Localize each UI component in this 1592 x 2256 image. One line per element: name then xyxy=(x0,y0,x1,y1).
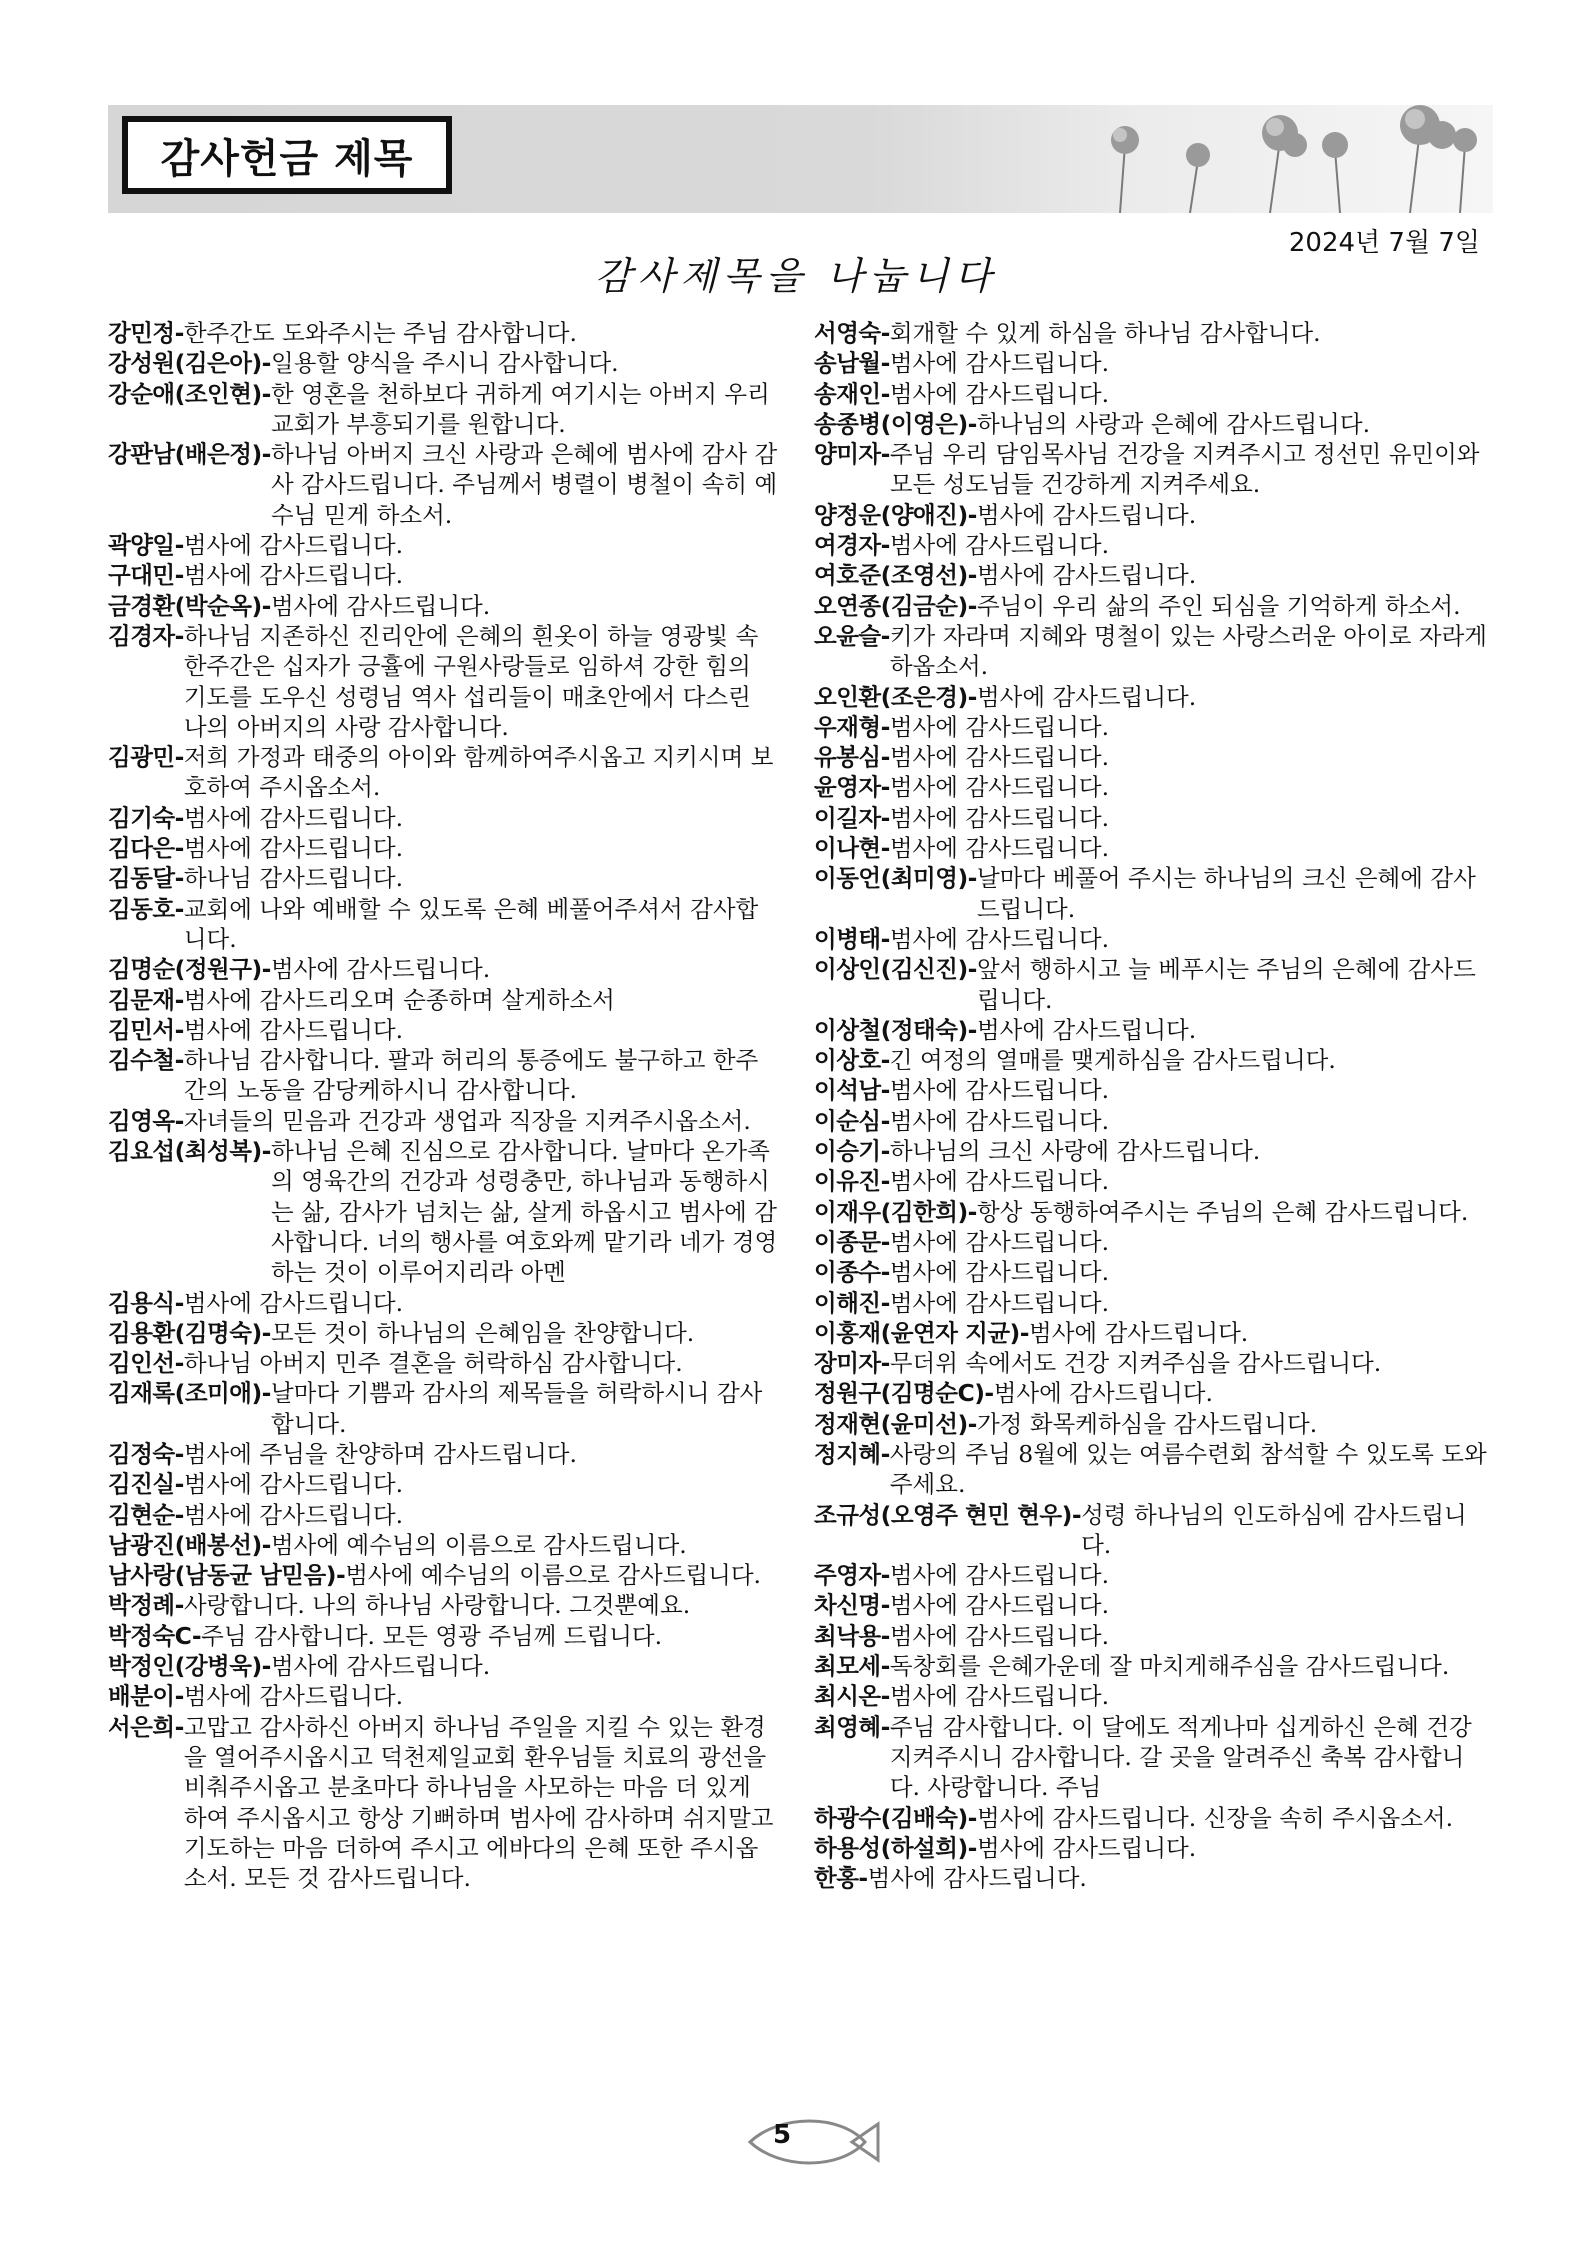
donor-name: 송재인- xyxy=(814,379,890,408)
thanksgiving-message: 범사에 감사드립니다. xyxy=(889,1076,1110,1105)
thanksgiving-entry xyxy=(108,1106,780,1136)
thanksgiving-message: 하나님의 크신 사랑에 감사드립니다. xyxy=(889,1137,1261,1166)
left-column xyxy=(108,318,780,1893)
thanksgiving-entry xyxy=(108,1136,780,1287)
thanksgiving-message: 하나님 지존하신 진리안에 은혜의 흰옷이 하늘 영광빛 속 한주간은 십자가 긍휼에 구원사랑들로 임하셔 강한 힘의 기도를 도우신 성령님 역사 섭리들이 매초안에서 다스린 나의 아버지의 사랑 감사합니다. xyxy=(183,621,759,741)
thanksgiving-message: 범사에 예수님의 이름으로 감사드립니다. xyxy=(270,1530,687,1559)
donor-name: 윤영자- xyxy=(814,773,890,802)
thanksgiving-message: 범사에 감사드립니다. xyxy=(889,349,1110,378)
donor-name: 정지혜- xyxy=(814,1439,890,1468)
thanksgiving-message: 일용할 양식을 주시니 감사합니다. xyxy=(270,349,619,378)
thanksgiving-entry xyxy=(108,742,780,803)
thanksgiving-entry xyxy=(108,1045,780,1106)
thanksgiving-entry xyxy=(108,560,780,590)
thanksgiving-message: 범사에 감사드리오며 순종하며 살게하소서 xyxy=(183,985,615,1014)
thanksgiving-entry xyxy=(814,560,1494,590)
thanksgiving-message: 주님이 우리 삶의 주인 되심을 기억하게 하소서. xyxy=(976,591,1461,620)
thanksgiving-entry xyxy=(814,1712,1494,1803)
thanksgiving-entry xyxy=(108,318,780,348)
thanksgiving-entry xyxy=(108,348,780,378)
donor-name: 이길자- xyxy=(814,803,890,832)
thanksgiving-entry xyxy=(814,1015,1494,1045)
thanksgiving-entry xyxy=(108,1288,780,1318)
thanksgiving-message: 모든 것이 하나님의 은혜임을 찬양합니다. xyxy=(270,1318,695,1347)
section-title: 감사헌금 제목 xyxy=(160,135,414,182)
donor-name: 김현순- xyxy=(108,1500,184,1529)
donor-name: 이순심- xyxy=(814,1106,890,1135)
thanksgiving-entry xyxy=(108,1712,780,1894)
thanksgiving-message: 키가 자라며 지혜와 명철이 있는 사랑스러운 아이로 자라게 하옵소서. xyxy=(889,621,1487,681)
thanksgiving-message: 주님 우리 담임목사님 건강을 지켜주시고 정선민 유민이와 모든 성도님들 건강하게 지켜주세요. xyxy=(889,440,1480,499)
donor-name: 양정운(양애진)- xyxy=(814,500,977,529)
thanksgiving-message: 범사에 감사드립니다. xyxy=(889,773,1110,802)
thanksgiving-message: 범사에 감사드립니다. xyxy=(889,1106,1110,1135)
thanksgiving-message: 범사에 감사드립니다. xyxy=(976,561,1197,590)
thanksgiving-message: 범사에 감사드립니다. xyxy=(889,924,1110,953)
thanksgiving-entry xyxy=(814,742,1494,772)
thanksgiving-entry xyxy=(814,712,1494,742)
thanksgiving-message: 하나님 은혜 진심으로 감사합니다. 날마다 온가족의 영육간의 건강과 성령충만, 하나님과 동행하시는 삶, 감사가 넘치는 삶, 살게 하옵시고 범사에 감사합니다. 너의 행사를 여호와께 맡기라 네가 경영하는 것이 이루어지리라 아멘 xyxy=(270,1137,778,1287)
donor-name: 김정숙- xyxy=(108,1439,184,1468)
donor-name: 서영숙- xyxy=(814,319,890,347)
thanksgiving-entry xyxy=(108,1015,780,1045)
thanksgiving-entry xyxy=(108,954,780,984)
donor-name: 이홍재(윤연자 지균)- xyxy=(814,1318,1030,1347)
thanksgiving-entry xyxy=(108,1469,780,1499)
thanksgiving-entry xyxy=(814,379,1494,409)
thanksgiving-message: 범사에 감사드립니다. 신장을 속히 주시옵소서. xyxy=(976,1803,1454,1832)
thanksgiving-message: 범사에 감사드립니다. xyxy=(889,1167,1110,1196)
donor-name: 이나현- xyxy=(814,834,890,863)
donor-name: 하용성(하설희)- xyxy=(814,1833,977,1862)
donor-name: 박정례- xyxy=(108,1591,184,1620)
thanksgiving-message: 항상 동행하여주시는 주님의 은혜 감사드립니다. xyxy=(976,1197,1469,1226)
thanksgiving-entry xyxy=(108,439,780,530)
thanksgiving-message: 범사에 감사드립니다. xyxy=(889,803,1110,832)
thanksgiving-entry xyxy=(814,1409,1494,1439)
thanksgiving-message: 날마다 베풀어 주시는 하나님의 크신 은혜에 감사드립니다. xyxy=(976,864,1476,923)
thanksgiving-message: 범사에 감사드립니다. xyxy=(270,1652,491,1681)
thanksgiving-entry xyxy=(108,833,780,863)
thanksgiving-entry xyxy=(108,1378,780,1439)
donor-name: 여경자- xyxy=(814,531,890,560)
thanksgiving-entry xyxy=(814,1833,1494,1863)
donor-name: 최모세- xyxy=(814,1652,890,1681)
thanksgiving-entry xyxy=(814,833,1494,863)
thanksgiving-message: 주님 감사합니다. 모든 영광 주님께 드립니다. xyxy=(201,1621,663,1650)
donor-name: 이해진- xyxy=(814,1288,890,1317)
thanksgiving-entry xyxy=(108,1318,780,1348)
thanksgiving-entry xyxy=(814,954,1494,1015)
thanksgiving-message: 범사에 감사드립니다. xyxy=(183,803,404,832)
donor-name: 김다은- xyxy=(108,834,184,863)
donor-name: 김문재- xyxy=(108,985,184,1014)
thanksgiving-message: 자녀들의 믿음과 건강과 생업과 직장을 지켜주시옵소서. xyxy=(183,1106,751,1135)
right-column xyxy=(814,318,1494,1893)
donor-name: 최시온- xyxy=(814,1682,890,1711)
donor-name: 이병태- xyxy=(814,924,890,953)
donor-name: 강민정- xyxy=(108,319,184,347)
donor-name: 김용식- xyxy=(108,1288,184,1317)
thanksgiving-entry xyxy=(814,1651,1494,1681)
thanksgiving-message: 성령 하나님의 인도하심에 감사드립니다. xyxy=(1081,1500,1467,1559)
thanksgiving-message: 고맙고 감사하신 아버지 하나님 주일을 지킬 수 있는 환경을 열어주시옵시고 덕천제일교회 환우님들 치료의 광선을 비춰주시옵고 분초마다 하나님을 사모하는 마음 더 있게 하여 주시옵시고 항상 기뻐하며 범사에 감사하며 쉬지말고 기도하는 마음 더하여 주시고 에바다의 은혜 또한 주시옵소서. 모든 것 감사드립니다. xyxy=(183,1712,774,1893)
thanksgiving-message: 저희 가정과 태중의 아이와 함께하여주시옵고 지키시며 보호하여 주시옵소서. xyxy=(183,743,774,802)
donor-name: 이동언(최미영)- xyxy=(814,864,977,893)
thanksgiving-message: 범사에 감사드립니다. xyxy=(889,1258,1110,1287)
donor-name: 여호준(조영선)- xyxy=(814,561,977,590)
thanksgiving-message: 범사에 주님을 찬양하며 감사드립니다. xyxy=(183,1439,577,1468)
donor-name: 오연종(김금순)- xyxy=(814,591,977,620)
thanksgiving-entry xyxy=(108,985,780,1015)
thanksgiving-message: 범사에 감사드립니다. xyxy=(270,955,491,984)
donor-name: 김동호- xyxy=(108,894,184,923)
thanksgiving-entry xyxy=(814,1621,1494,1651)
thanksgiving-entry xyxy=(108,894,780,955)
thanksgiving-message: 가정 화목케하심을 감사드립니다. xyxy=(976,1409,1318,1438)
thanksgiving-entry xyxy=(814,1045,1494,1075)
donor-name: 김동달- xyxy=(108,864,184,893)
thanksgiving-message: 범사에 감사드립니다. xyxy=(867,1864,1087,1893)
donor-name: 우재형- xyxy=(814,712,890,741)
donor-name: 김수철- xyxy=(108,1046,184,1075)
flower-decoration-image xyxy=(1080,105,1493,213)
thanksgiving-message: 하나님 감사드립니다. xyxy=(183,864,404,893)
donor-name: 김인선- xyxy=(108,1349,184,1378)
thanksgiving-entry xyxy=(108,1530,780,1560)
thanksgiving-message: 범사에 감사드립니다. xyxy=(889,1288,1110,1317)
thanksgiving-message: 범사에 감사드립니다. xyxy=(889,834,1110,863)
thanksgiving-message: 범사에 감사드립니다. xyxy=(889,531,1110,560)
thanksgiving-message: 범사에 감사드립니다. xyxy=(889,1591,1110,1620)
thanksgiving-entry xyxy=(814,1075,1494,1105)
donor-name: 배분이- xyxy=(108,1682,184,1711)
donor-name: 이상인(김신진)- xyxy=(814,955,977,984)
thanksgiving-message: 범사에 감사드립니다. xyxy=(183,1500,404,1529)
thanksgiving-message: 독창회를 은혜가운데 잘 마치게해주심을 감사드립니다. xyxy=(889,1652,1450,1681)
thanksgiving-message: 한 영혼을 천하보다 귀하게 여기시는 아버지 우리 교회가 부흥되기를 원합니다. xyxy=(270,379,770,438)
thanksgiving-message: 하나님의 사랑과 은혜에 감사드립니다. xyxy=(976,409,1371,438)
donor-name: 김민서- xyxy=(108,1015,184,1044)
thanksgiving-entry xyxy=(814,621,1494,682)
thanksgiving-message: 하나님 감사합니다. 팔과 허리의 통증에도 불구하고 한주간의 노동을 감당케하시니 감사합니다. xyxy=(183,1046,759,1105)
thanksgiving-entry xyxy=(814,1197,1494,1227)
donor-name: 차신명- xyxy=(814,1591,890,1620)
thanksgiving-entry xyxy=(814,1439,1494,1500)
thanksgiving-message: 범사에 감사드립니다. xyxy=(889,1682,1110,1711)
donor-name: 조규성(오영주 현민 현우)- xyxy=(814,1500,1082,1529)
thanksgiving-message: 범사에 감사드립니다. xyxy=(976,1015,1197,1044)
thanksgiving-entry xyxy=(814,1560,1494,1590)
donor-name: 구대민- xyxy=(108,561,184,590)
thanksgiving-message: 범사에 감사드립니다. xyxy=(976,682,1197,711)
thanksgiving-entry xyxy=(814,924,1494,954)
headline: 감사제목을 나눕니다 xyxy=(594,254,998,298)
thanksgiving-entry xyxy=(814,1257,1494,1287)
thanksgiving-message: 앞서 행하시고 늘 베푸시는 주님의 은혜에 감사드립니다. xyxy=(976,955,1476,1014)
thanksgiving-entry xyxy=(814,530,1494,560)
section-title-box xyxy=(122,116,452,194)
donor-name: 이승기- xyxy=(814,1137,890,1166)
donor-name: 서은희- xyxy=(108,1712,184,1741)
donor-name: 정재현(윤미선)- xyxy=(814,1409,977,1438)
donor-name: 강성원(김은아)- xyxy=(108,349,271,378)
donor-name: 장미자- xyxy=(814,1349,890,1378)
thanksgiving-message: 긴 여정의 열매를 맺게하심을 감사드립니다. xyxy=(889,1046,1336,1075)
thanksgiving-entry xyxy=(814,318,1494,348)
thanksgiving-entry xyxy=(814,1136,1494,1166)
thanksgiving-entry xyxy=(814,1378,1494,1408)
thanksgiving-message: 범사에 감사드립니다. xyxy=(183,834,404,863)
thanksgiving-entry xyxy=(108,591,780,621)
donor-name: 김경자- xyxy=(108,621,184,650)
donor-name: 김진실- xyxy=(108,1470,184,1499)
donor-name: 양미자- xyxy=(814,440,890,469)
donor-name: 남광진(배봉선)- xyxy=(108,1530,271,1559)
donor-name: 곽양일- xyxy=(108,531,184,560)
thanksgiving-entry xyxy=(108,863,780,893)
thanksgiving-entry xyxy=(814,1681,1494,1711)
thanksgiving-entry xyxy=(814,348,1494,378)
thanksgiving-message: 범사에 감사드립니다. xyxy=(993,1379,1213,1408)
donor-name: 이종문- xyxy=(814,1227,890,1256)
donor-name: 박정숙C- xyxy=(108,1621,202,1650)
thanksgiving-entry xyxy=(814,500,1494,530)
thanksgiving-message: 범사에 감사드립니다. xyxy=(183,1015,404,1044)
donor-name: 김영옥- xyxy=(108,1106,184,1135)
thanksgiving-message: 범사에 감사드립니다. xyxy=(183,1470,404,1499)
thanksgiving-message: 주님 감사합니다. 이 달에도 적게나마 십게하신 은혜 건강 지켜주시니 감사합니다. 갈 곳을 알려주신 축복 감사합니다. 사랑합니다. 주님 xyxy=(889,1712,1472,1802)
thanksgiving-message: 사랑합니다. 나의 하나님 사랑합니다. 그것뿐예요. xyxy=(183,1591,691,1620)
donor-name: 유봉심- xyxy=(814,743,890,772)
thanksgiving-entry xyxy=(108,1621,780,1651)
thanksgiving-entry xyxy=(814,1590,1494,1620)
donor-name: 이상철(정태숙)- xyxy=(814,1015,977,1044)
donor-name: 이재우(김한희)- xyxy=(814,1197,977,1226)
donor-name: 오인환(조은경)- xyxy=(814,682,977,711)
thanksgiving-entry xyxy=(108,1651,780,1681)
thanksgiving-message: 범사에 예수님의 이름으로 감사드립니다. xyxy=(345,1561,762,1590)
thanksgiving-entry xyxy=(814,1803,1494,1833)
thanksgiving-message: 한주간도 도와주시는 주님 감사합니다. xyxy=(183,319,577,347)
thanksgiving-message: 하나님 아버지 민주 결혼을 허락하심 감사합니다. xyxy=(183,1349,683,1378)
thanksgiving-message: 하나님 아버지 크신 사랑과 은혜에 범사에 감사 감사 감사드립니다. 주님께서 병렬이 병철이 속히 예수님 믿게 하소서. xyxy=(270,440,778,529)
thanksgiving-message: 회개할 수 있게 하심을 하나님 감사합니다. xyxy=(889,319,1321,347)
thanksgiving-message: 범사에 감사드립니다. xyxy=(183,561,404,590)
donor-name: 이유진- xyxy=(814,1167,890,1196)
donor-name: 정원구(김명순C)- xyxy=(814,1379,994,1408)
thanksgiving-entry xyxy=(108,1439,780,1469)
donor-name: 이상호- xyxy=(814,1046,890,1075)
thanksgiving-entry xyxy=(814,772,1494,802)
thanksgiving-message: 무더위 속에서도 건강 지켜주심을 감사드립니다. xyxy=(889,1349,1382,1378)
donor-name: 김재록(조미애)- xyxy=(108,1379,271,1408)
thanksgiving-entry xyxy=(814,1227,1494,1257)
thanksgiving-entry xyxy=(108,1681,780,1711)
thanksgiving-entry xyxy=(814,1348,1494,1378)
thanksgiving-message: 범사에 감사드립니다. xyxy=(889,379,1110,408)
thanksgiving-entry xyxy=(814,439,1494,500)
thanksgiving-entry xyxy=(814,863,1494,924)
thanksgiving-entry xyxy=(108,530,780,560)
thanksgiving-entry xyxy=(814,1500,1494,1561)
thanksgiving-message: 범사에 감사드립니다. xyxy=(976,500,1197,529)
donor-name: 강판남(배은정)- xyxy=(108,440,271,469)
thanksgiving-entry xyxy=(108,1590,780,1620)
donor-name: 김요섭(최성복)- xyxy=(108,1137,271,1166)
donor-name: 강순애(조인현)- xyxy=(108,379,271,408)
thanksgiving-message: 범사에 감사드립니다. xyxy=(183,1288,404,1317)
donor-name: 금경환(박순옥)- xyxy=(108,591,271,620)
thanksgiving-message: 교회에 나와 예배할 수 있도록 은혜 베풀어주셔서 감사합니다. xyxy=(183,894,759,953)
thanksgiving-entry xyxy=(814,591,1494,621)
thanksgiving-entry xyxy=(108,803,780,833)
thanksgiving-entry xyxy=(814,1288,1494,1318)
donor-name: 남사랑(남동균 남믿음)- xyxy=(108,1561,346,1590)
thanksgiving-message: 범사에 감사드립니다. xyxy=(183,1682,404,1711)
thanksgiving-message: 범사에 감사드립니다. xyxy=(889,1227,1110,1256)
thanksgiving-message: 범사에 감사드립니다. xyxy=(183,531,404,560)
donor-name: 김용환(김명숙)- xyxy=(108,1318,271,1347)
thanksgiving-entry xyxy=(814,409,1494,439)
issue-date: 2024년 7월 7일 xyxy=(1288,228,1480,258)
fish-icon xyxy=(740,2112,880,2172)
thanksgiving-entry xyxy=(814,1863,1494,1893)
thanksgiving-entry xyxy=(108,1560,780,1590)
donor-name: 이종수- xyxy=(814,1258,890,1287)
donor-name: 최영혜- xyxy=(814,1712,890,1741)
donor-name: 송남월- xyxy=(814,349,890,378)
thanksgiving-entry xyxy=(814,1318,1494,1348)
donor-name: 최낙용- xyxy=(814,1621,890,1650)
donor-name: 한홍- xyxy=(814,1864,868,1893)
donor-name: 주영자- xyxy=(814,1561,890,1590)
thanksgiving-message: 범사에 감사드립니다. xyxy=(1029,1318,1249,1347)
thanksgiving-entry xyxy=(108,1348,780,1378)
donor-name: 이석남- xyxy=(814,1076,890,1105)
thanksgiving-message: 범사에 감사드립니다. xyxy=(976,1833,1197,1862)
donor-name: 김기숙- xyxy=(108,803,184,832)
thanksgiving-message: 범사에 감사드립니다. xyxy=(889,743,1110,772)
donor-name: 김명순(정원구)- xyxy=(108,955,271,984)
thanksgiving-entry xyxy=(108,1500,780,1530)
thanksgiving-message: 사랑의 주님 8월에 있는 여름수련회 참석할 수 있도록 도와주세요. xyxy=(889,1439,1487,1499)
donor-name: 하광수(김배숙)- xyxy=(814,1803,977,1832)
donor-name: 김광민- xyxy=(108,743,184,772)
donor-name: 박정인(강병욱)- xyxy=(108,1652,271,1681)
thanksgiving-entry xyxy=(814,1166,1494,1196)
thanksgiving-message: 범사에 감사드립니다. xyxy=(270,591,491,620)
thanksgiving-message: 범사에 감사드립니다. xyxy=(889,1561,1110,1590)
thanksgiving-entry xyxy=(814,803,1494,833)
thanksgiving-entry xyxy=(814,682,1494,712)
donor-name: 송종병(이영은)- xyxy=(814,409,977,438)
thanksgiving-message: 범사에 감사드립니다. xyxy=(889,1621,1110,1650)
donor-name: 오윤슬- xyxy=(814,621,890,650)
thanksgiving-message: 범사에 감사드립니다. xyxy=(889,712,1110,741)
page-number: 5 xyxy=(773,2120,792,2150)
thanksgiving-entry xyxy=(814,1106,1494,1136)
thanksgiving-entry xyxy=(108,379,780,440)
thanksgiving-entry xyxy=(108,621,780,742)
thanksgiving-message: 날마다 기쁨과 감사의 제목들을 허락하시니 감사합니다. xyxy=(270,1379,763,1438)
